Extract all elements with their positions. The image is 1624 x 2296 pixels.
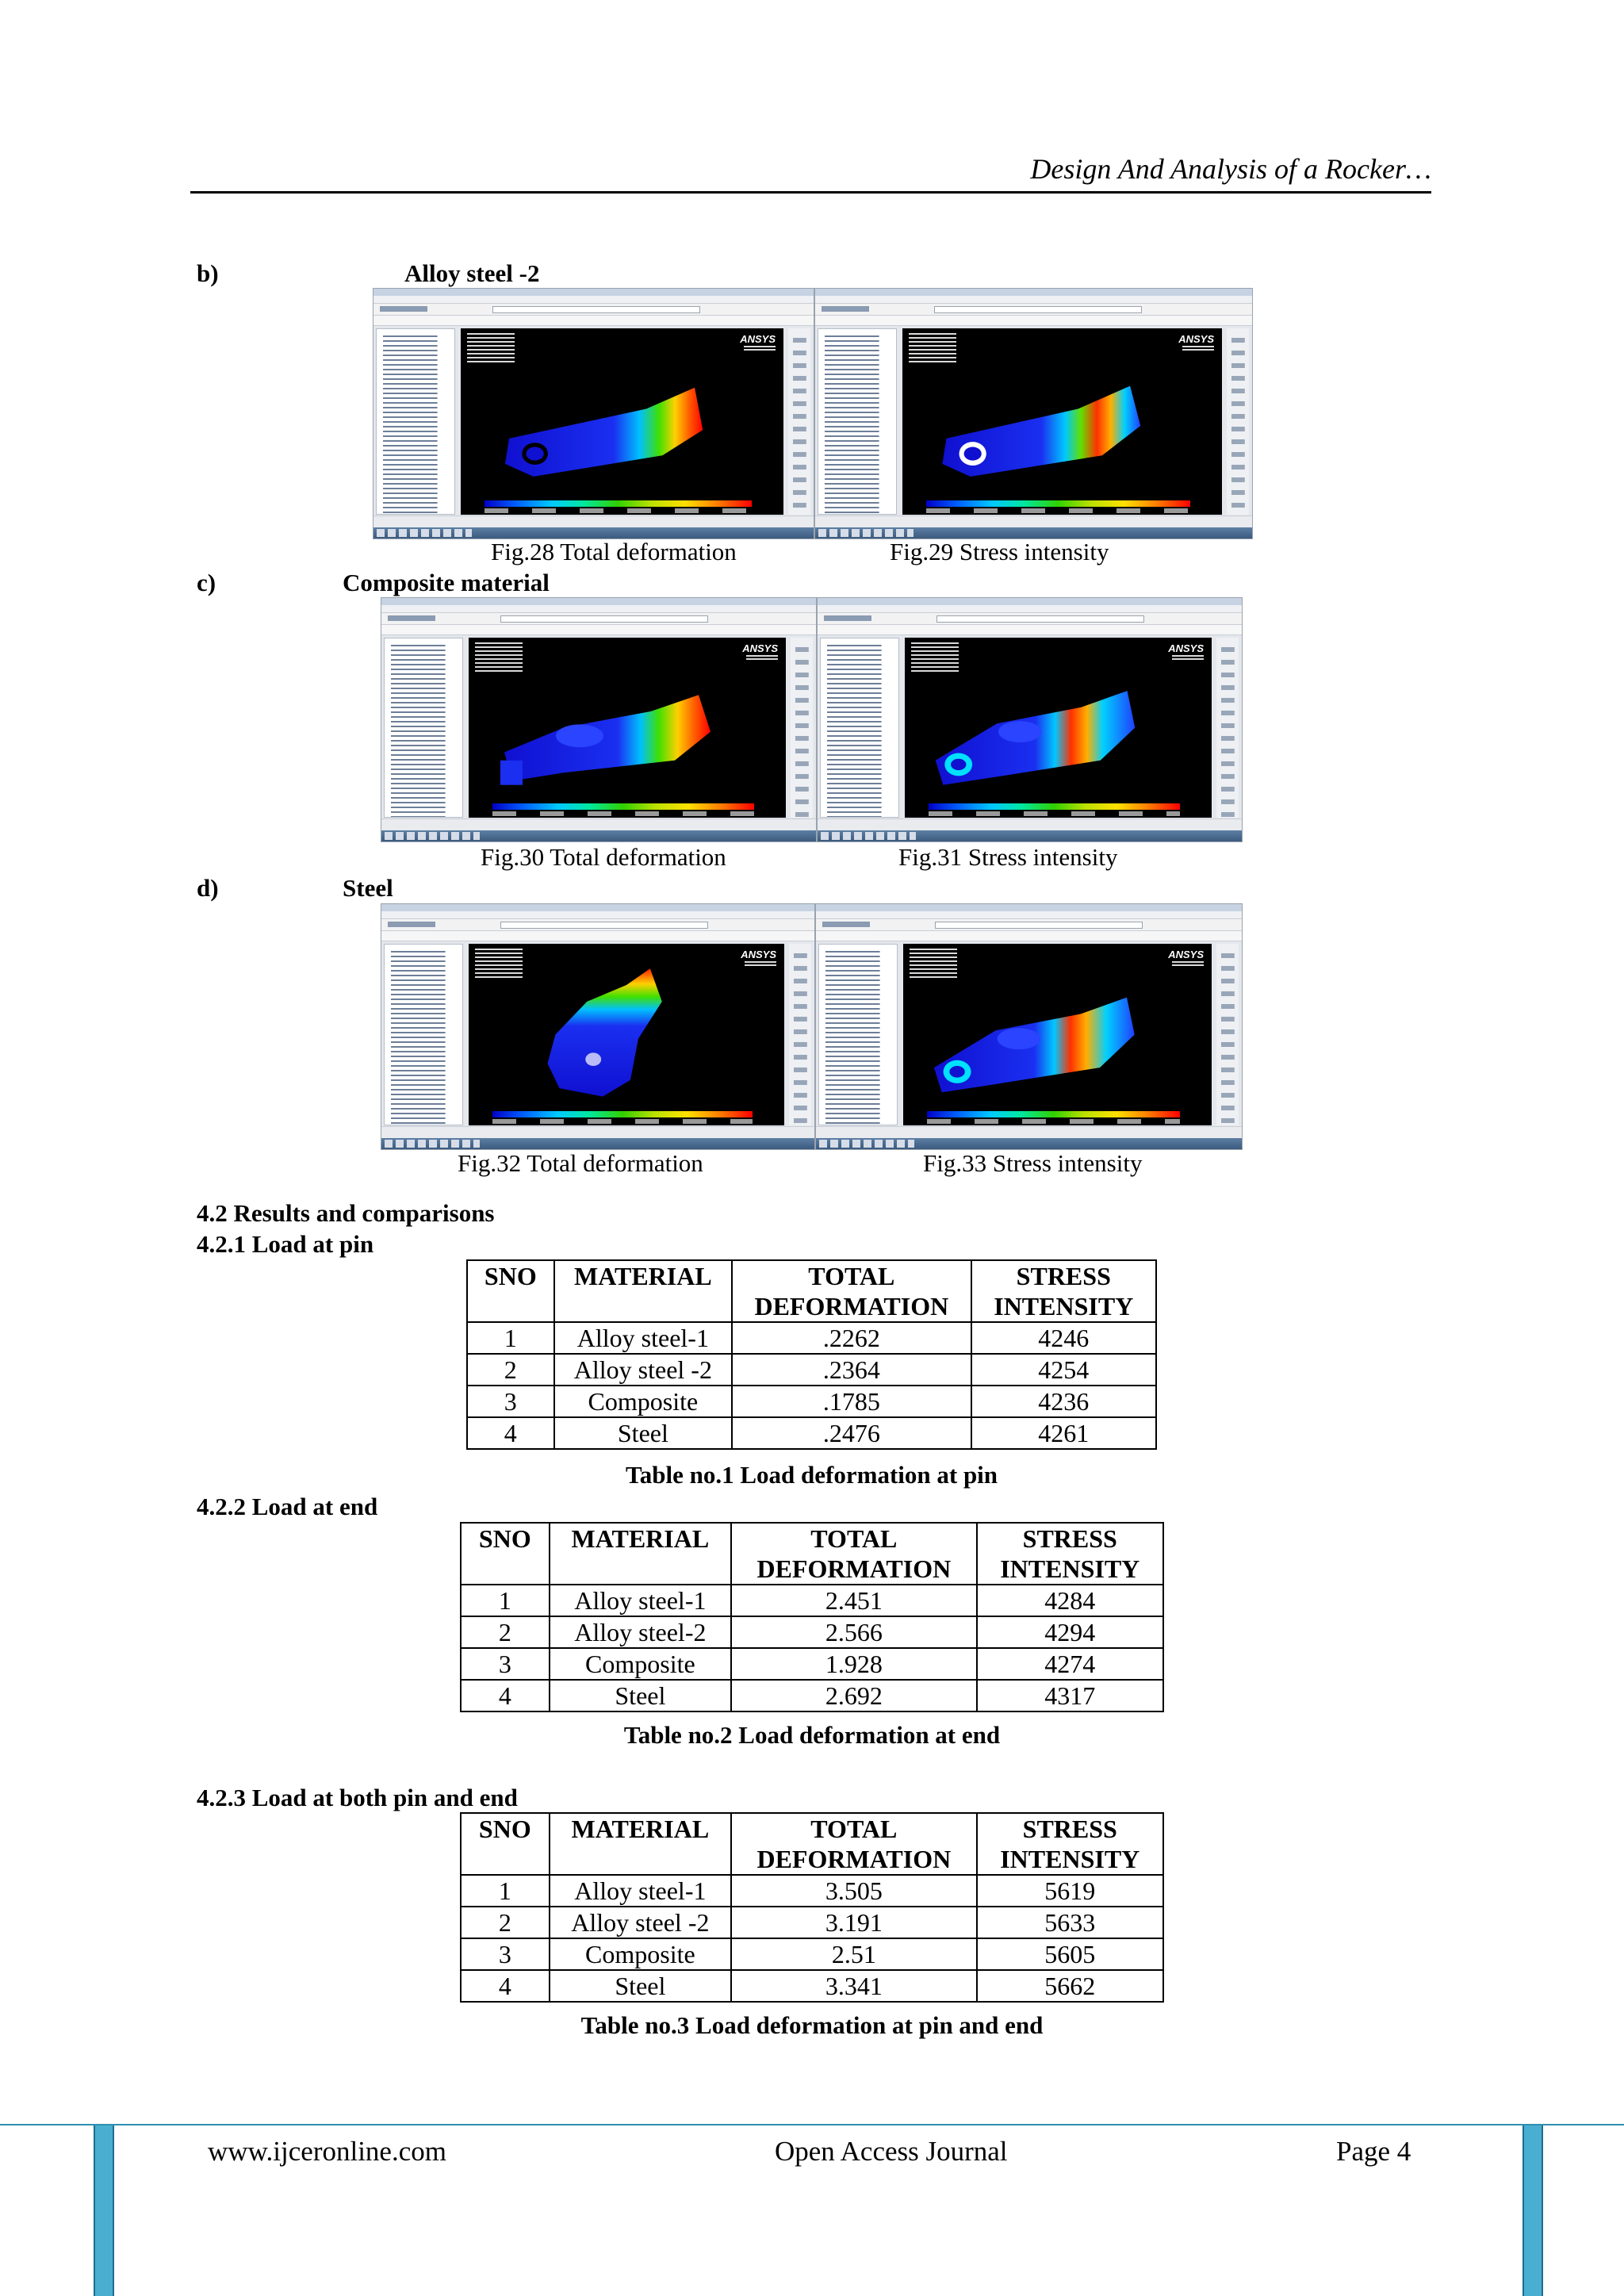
ansys-logo: ANSYS <box>1168 949 1204 960</box>
footer-page-number: Page 4 <box>1336 2136 1411 2167</box>
cell-sno: 2 <box>461 1907 550 1938</box>
cell-deformation: .2364 <box>732 1354 971 1386</box>
cell-sno: 1 <box>461 1875 550 1907</box>
cell-deformation: .2476 <box>732 1417 971 1449</box>
cell-material: Steel <box>550 1680 732 1711</box>
cell-deformation: 3.505 <box>731 1875 976 1907</box>
cell-stress: 4261 <box>971 1417 1156 1449</box>
table-row <box>461 1680 1163 1711</box>
fig28-caption: Fig.28 Total deformation <box>491 538 737 565</box>
cell-material: Steel <box>554 1417 733 1449</box>
fig33-caption: Fig.33 Stress intensity <box>923 1149 1143 1177</box>
table-row <box>467 1354 1156 1386</box>
cell-sno: 2 <box>461 1616 550 1648</box>
footer-journal: Open Access Journal <box>775 2136 1008 2167</box>
header-material: MATERIAL <box>554 1260 733 1322</box>
fig28-ansys-screenshot <box>373 288 814 539</box>
cell-material: Composite <box>550 1648 732 1680</box>
table-header-row <box>461 1813 1163 1875</box>
table3-subheading: 4.2.3 Load at both pin and end <box>197 1784 518 1811</box>
cell-deformation: .2262 <box>732 1322 971 1354</box>
cell-material: Composite <box>554 1386 733 1417</box>
table-row <box>461 1585 1163 1616</box>
header-material: MATERIAL <box>550 1813 732 1875</box>
cell-stress: 4236 <box>971 1386 1156 1417</box>
header-total-deformation: TOTAL DEFORMATION <box>732 1260 971 1322</box>
cell-material: Alloy steel-2 <box>550 1616 732 1648</box>
fig29-ansys-screenshot <box>814 288 1253 539</box>
cell-deformation: .1785 <box>732 1386 971 1417</box>
table3-caption: Table no.3 Load deformation at pin and end <box>580 2011 1044 2039</box>
cell-sno: 1 <box>467 1322 554 1354</box>
section-d-letter: d) <box>197 874 219 902</box>
results-table-2 <box>460 1522 1164 1712</box>
table-row <box>461 1938 1163 1970</box>
ansys-logo: ANSYS <box>1178 333 1214 345</box>
cell-stress: 4246 <box>971 1322 1156 1354</box>
section-c-title: Composite material <box>343 569 550 596</box>
cell-stress: 4317 <box>977 1680 1163 1711</box>
table2-subheading: 4.2.2 Load at end <box>197 1493 378 1520</box>
header-material: MATERIAL <box>550 1523 732 1585</box>
fig32-deformation-plot <box>469 944 784 1125</box>
cell-stress: 4274 <box>977 1648 1163 1680</box>
cell-deformation: 1.928 <box>731 1648 976 1680</box>
footer-left-bar <box>94 2125 114 2296</box>
fig32-caption: Fig.32 Total deformation <box>458 1149 703 1177</box>
footer-website: www.ijceronline.com <box>208 2136 446 2167</box>
cell-sno: 4 <box>467 1417 554 1449</box>
header-stress-intensity: STRESS INTENSITY <box>971 1260 1156 1322</box>
ansys-logo: ANSYS <box>741 949 776 960</box>
cell-stress: 4254 <box>971 1354 1156 1386</box>
cell-deformation: 3.191 <box>731 1907 976 1938</box>
results-heading: 4.2 Results and comparisons <box>197 1199 495 1227</box>
cell-deformation: 2.51 <box>731 1938 976 1970</box>
running-head: Design And Analysis of a Rocker… <box>1030 153 1431 185</box>
cell-material: Alloy steel -2 <box>554 1354 733 1386</box>
cell-material: Steel <box>550 1970 732 2002</box>
footer-rule <box>0 2124 1624 2125</box>
fig30-ansys-screenshot <box>381 597 817 842</box>
cell-stress: 5633 <box>977 1907 1163 1938</box>
cell-sno: 3 <box>461 1648 550 1680</box>
cell-deformation: 2.451 <box>731 1585 976 1616</box>
cell-material: Alloy steel -2 <box>550 1907 732 1938</box>
fig31-caption: Fig.31 Stress intensity <box>898 843 1118 871</box>
header-stress-intensity: STRESS INTENSITY <box>977 1813 1163 1875</box>
fig30-caption: Fig.30 Total deformation <box>481 843 726 871</box>
fig28-deformation-plot <box>461 328 783 515</box>
cell-material: Alloy steel-1 <box>550 1875 732 1907</box>
cell-sno: 4 <box>461 1970 550 2002</box>
ansys-logo: ANSYS <box>742 642 778 654</box>
section-b-letter: b) <box>197 259 219 287</box>
table-row <box>461 1907 1163 1938</box>
fig33-stress-plot <box>903 944 1212 1125</box>
table-row <box>461 1648 1163 1680</box>
header-sno: SNO <box>461 1523 550 1585</box>
cell-deformation: 3.341 <box>731 1970 976 2002</box>
cell-sno: 1 <box>461 1585 550 1616</box>
fig32-ansys-screenshot <box>381 903 815 1150</box>
results-table-1 <box>466 1259 1157 1450</box>
cell-stress: 4294 <box>977 1616 1163 1648</box>
table-header-row <box>461 1523 1163 1585</box>
cell-sno: 3 <box>467 1386 554 1417</box>
cell-sno: 2 <box>467 1354 554 1386</box>
cell-deformation: 2.566 <box>731 1616 976 1648</box>
section-d-title: Steel <box>343 874 393 902</box>
header-sno: SNO <box>467 1260 554 1322</box>
footer-right-bar <box>1522 2125 1543 2296</box>
fig33-ansys-screenshot <box>815 903 1243 1150</box>
table-row <box>467 1322 1156 1354</box>
header-stress-intensity: STRESS INTENSITY <box>977 1523 1163 1585</box>
table1-caption: Table no.1 Load deformation at pin <box>625 1461 998 1489</box>
table-row <box>461 1875 1163 1907</box>
table2-caption: Table no.2 Load deformation at end <box>623 1721 1001 1749</box>
cell-stress: 5619 <box>977 1875 1163 1907</box>
fig30-deformation-plot <box>469 638 786 818</box>
cell-stress: 5662 <box>977 1970 1163 2002</box>
table-row <box>461 1970 1163 2002</box>
cell-stress: 5605 <box>977 1938 1163 1970</box>
fig31-stress-plot <box>905 638 1212 818</box>
header-sno: SNO <box>461 1813 550 1875</box>
cell-material: Composite <box>550 1938 732 1970</box>
section-b-title: Alloy steel -2 <box>404 259 540 287</box>
cell-deformation: 2.692 <box>731 1680 976 1711</box>
cell-material: Alloy steel-1 <box>554 1322 733 1354</box>
header-total-deformation: TOTAL DEFORMATION <box>731 1813 976 1875</box>
fig29-caption: Fig.29 Stress intensity <box>890 538 1109 565</box>
header-rule <box>190 191 1431 194</box>
fig29-stress-plot <box>902 328 1222 515</box>
table-row <box>467 1386 1156 1417</box>
ansys-logo: ANSYS <box>740 333 776 345</box>
cell-stress: 4284 <box>977 1585 1163 1616</box>
table-header-row <box>467 1260 1156 1322</box>
section-c-letter: c) <box>197 569 216 596</box>
fig31-ansys-screenshot <box>817 597 1243 842</box>
cell-sno: 4 <box>461 1680 550 1711</box>
results-table-3 <box>460 1812 1164 2003</box>
cell-sno: 3 <box>461 1938 550 1970</box>
ansys-logo: ANSYS <box>1168 642 1204 654</box>
table1-subheading: 4.2.1 Load at pin <box>197 1230 374 1258</box>
cell-material: Alloy steel-1 <box>550 1585 732 1616</box>
table-row <box>461 1616 1163 1648</box>
header-total-deformation: TOTAL DEFORMATION <box>731 1523 976 1585</box>
table-row <box>467 1417 1156 1449</box>
